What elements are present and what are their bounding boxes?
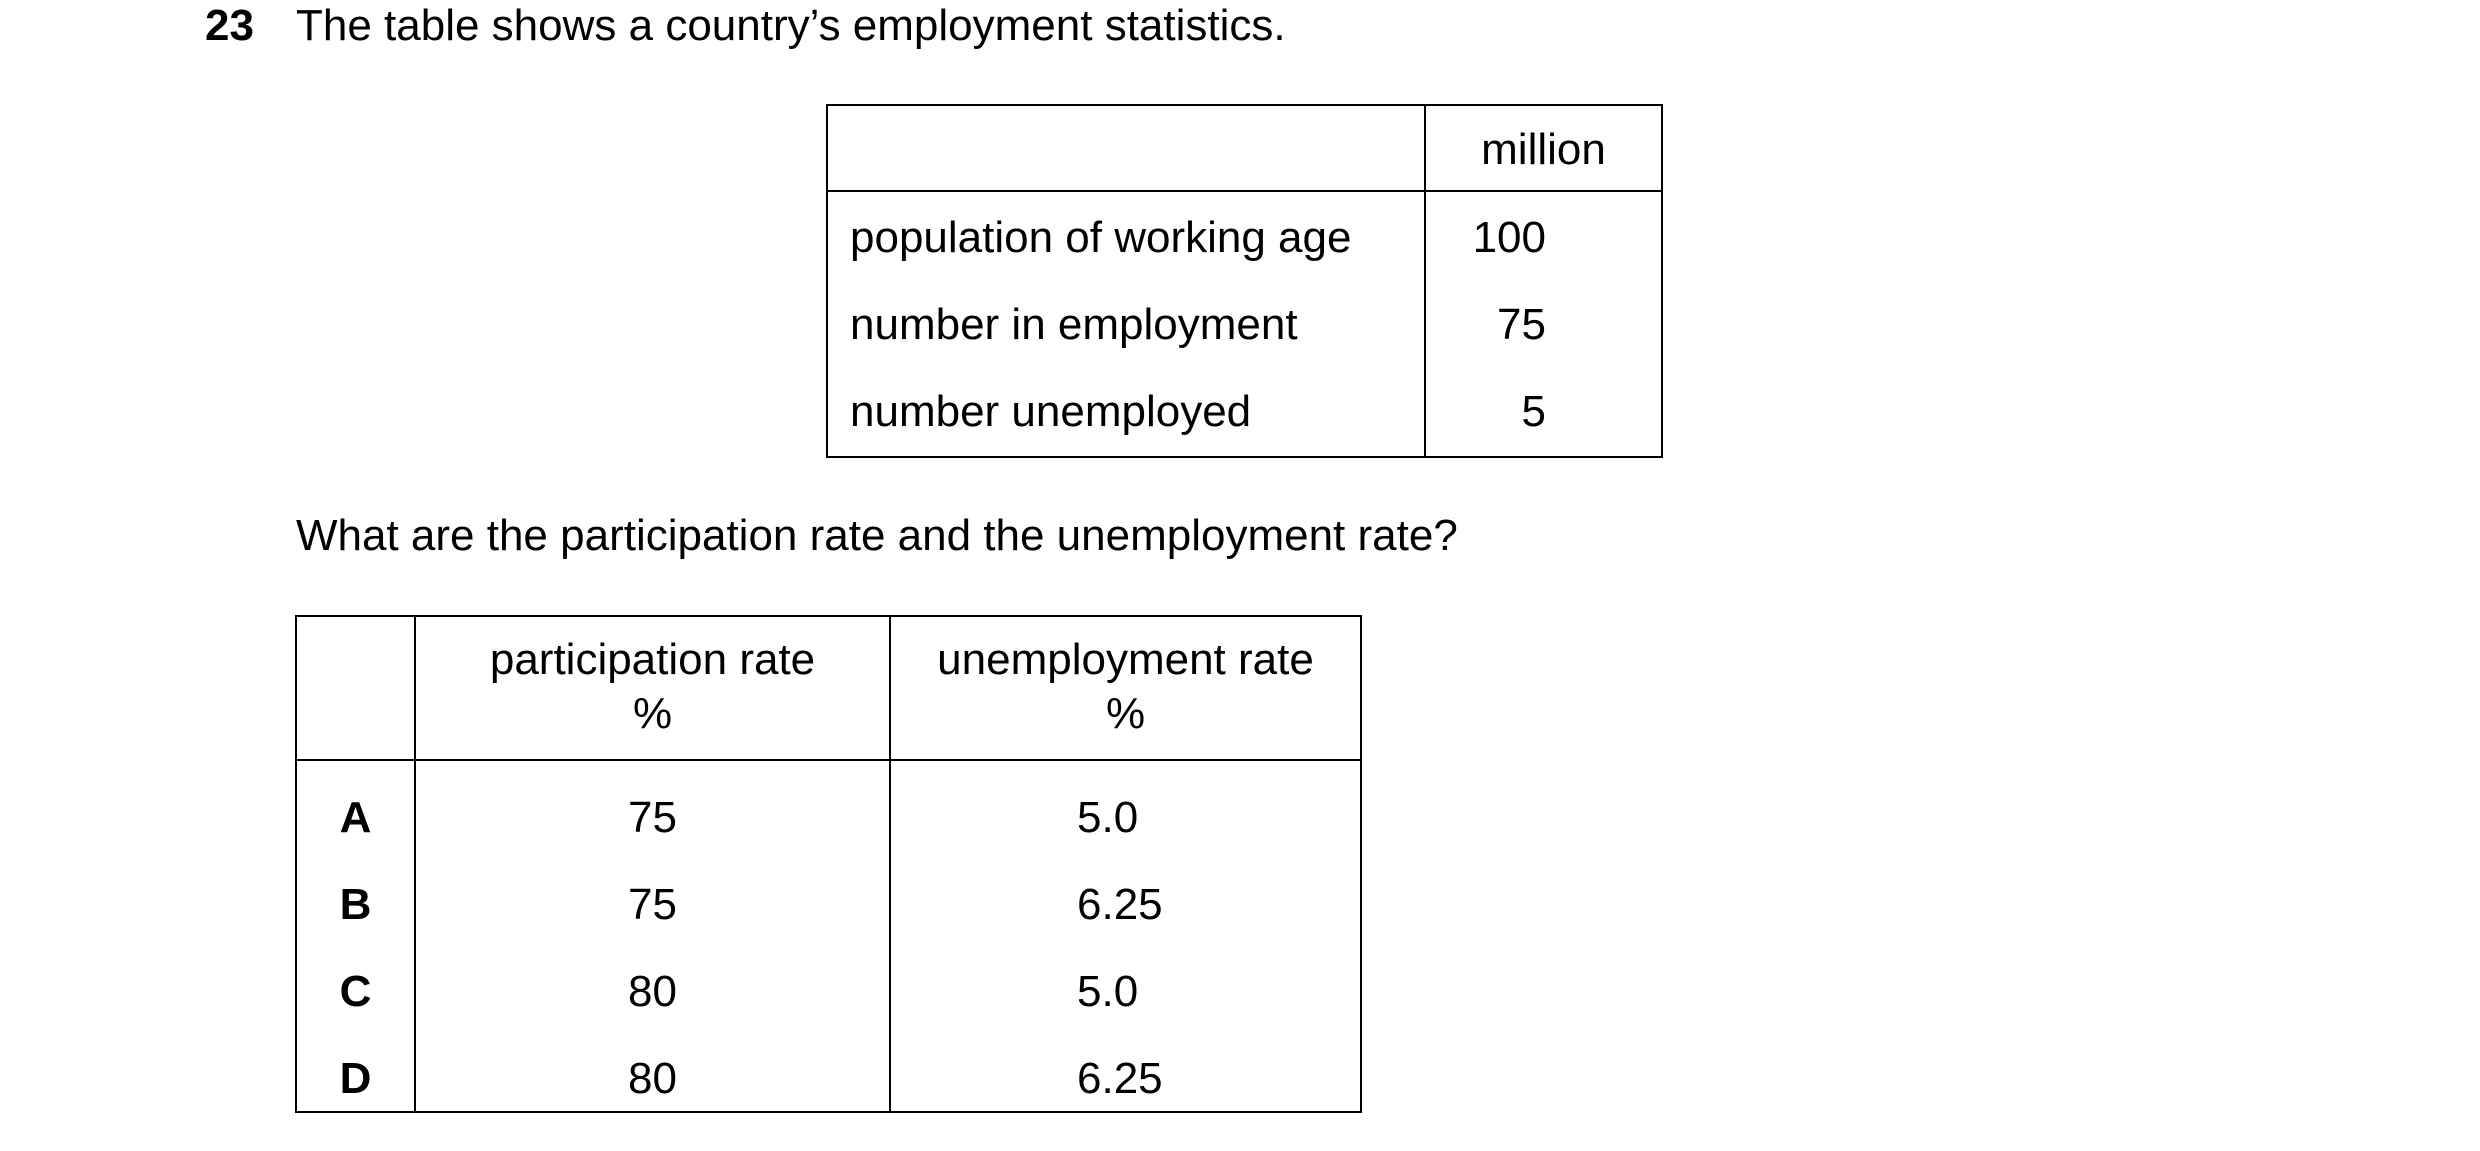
unemployment-rate-header-unit: % <box>1105 689 1146 738</box>
question-stem: The table shows a country’s employment statistics. <box>296 1 1286 50</box>
participation-rate-header-label: participation rate <box>489 635 816 684</box>
option-letter-c: C <box>339 967 372 1016</box>
answer-options-table <box>295 615 1362 1113</box>
option-b-participation: 75 <box>628 880 677 929</box>
option-d-participation: 80 <box>628 1054 677 1103</box>
unemployment-rate-header-label: unemployment rate <box>937 635 1314 684</box>
option-a-participation: 75 <box>628 793 677 842</box>
stats-row-value: 5 <box>1521 387 1546 436</box>
stats-row-label: population of working age <box>850 213 1352 262</box>
participation-rate-header-unit: % <box>632 689 673 738</box>
question-number: 23 <box>205 1 254 50</box>
stats-row-label: number unemployed <box>850 387 1252 436</box>
stats-row-label: number in employment <box>850 300 1298 349</box>
stats-row-value: 100 <box>1472 213 1546 262</box>
option-a-unemployment: 5.0 <box>1077 793 1139 842</box>
participation-rate-header <box>416 633 889 741</box>
option-b-unemployment: 6.25 <box>1077 880 1163 929</box>
question-prompt: What are the participation rate and the unemployment rate? <box>296 511 1458 560</box>
stats-unit-header: million <box>1481 125 1606 174</box>
option-letter-b: B <box>339 880 372 929</box>
option-letter-a: A <box>339 793 372 842</box>
option-c-participation: 80 <box>628 967 677 1016</box>
option-letter-d: D <box>339 1054 372 1103</box>
options-header-divider <box>297 759 1360 761</box>
stats-row-value: 75 <box>1497 300 1546 349</box>
option-d-unemployment: 6.25 <box>1077 1054 1163 1103</box>
unemployment-rate-header <box>891 633 1360 741</box>
employment-statistics-table <box>826 104 1663 458</box>
option-c-unemployment: 5.0 <box>1077 967 1139 1016</box>
